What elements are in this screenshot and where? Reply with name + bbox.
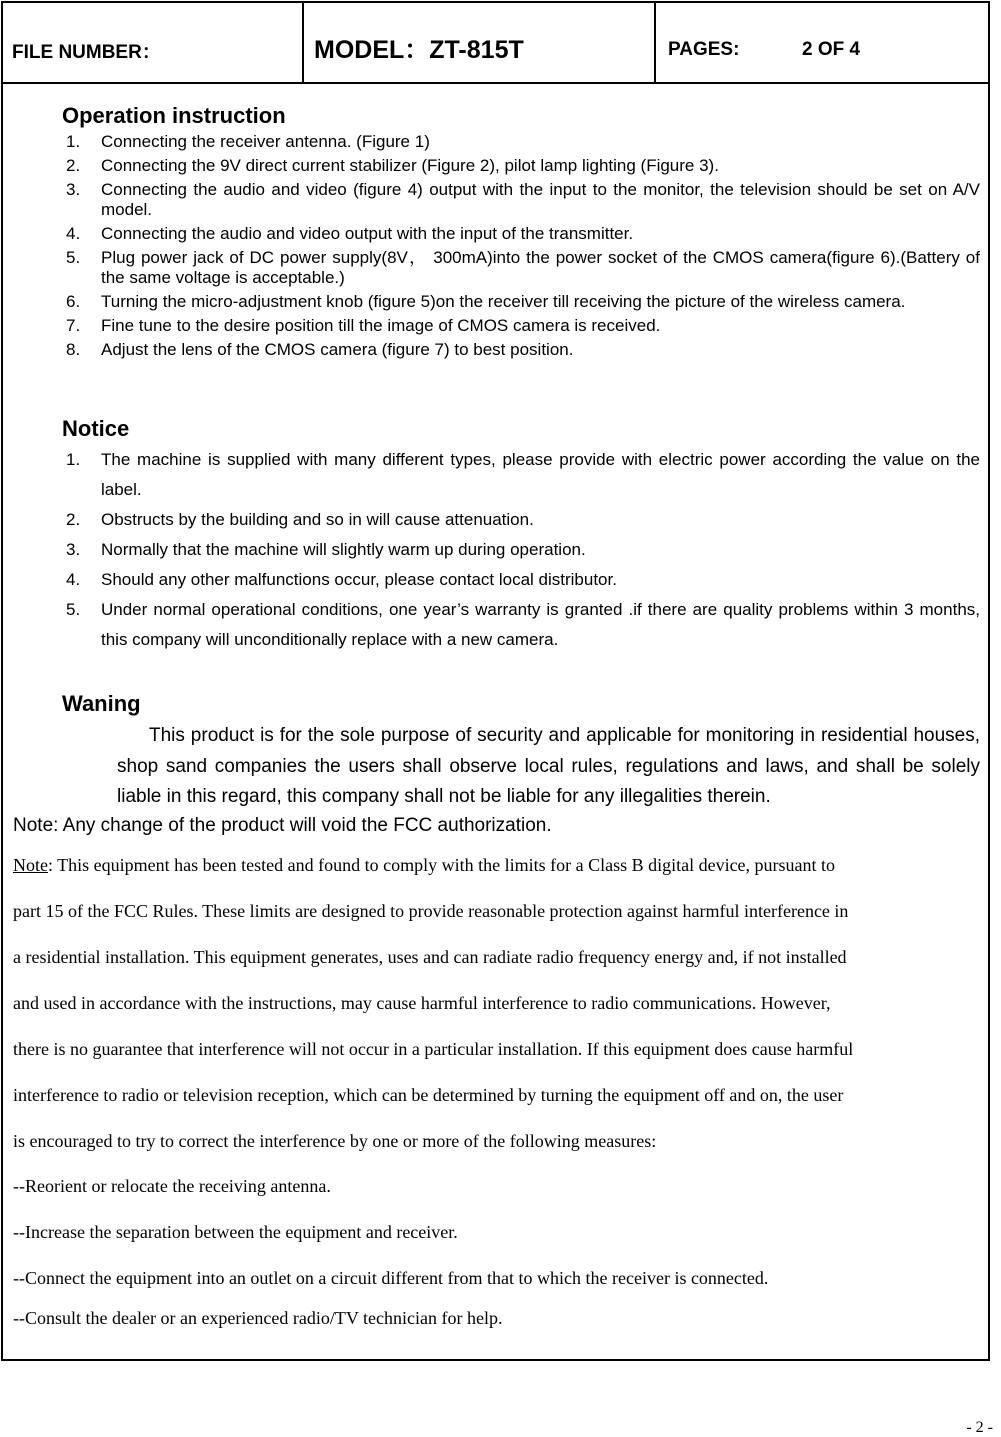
item-text: Fine tune to the desire position till the image of CMOS camera is received. bbox=[101, 316, 661, 335]
fcc-line: interference to radio or television reception, which can be determined by turning the equipment off and on, the user bbox=[13, 1085, 844, 1105]
list-item bbox=[3, 316, 988, 336]
item-text: Normally that the machine will slightly warm up during operation. bbox=[101, 540, 586, 559]
list-item bbox=[3, 340, 988, 360]
item-number: 5. bbox=[66, 248, 81, 267]
item-number: 8. bbox=[66, 340, 81, 359]
list-item bbox=[3, 565, 988, 595]
file-number-label: FILE NUMBER： bbox=[12, 42, 161, 63]
item-text: Turning the micro-adjustment knob (figure 5)on the receiver till receiving the picture of the wireless camera. bbox=[101, 292, 906, 311]
item-text: Connecting the 9V direct current stabilizer (Figure 2), pilot lamp lighting (Figure 3). bbox=[101, 156, 719, 175]
list-item bbox=[3, 156, 988, 176]
item-number: 3. bbox=[66, 540, 81, 559]
list-item bbox=[3, 505, 988, 535]
list-item bbox=[3, 445, 988, 505]
item-text: Connecting the audio and video output with the input of the transmitter. bbox=[101, 224, 634, 243]
item-text: Should any other malfunctions occur, please contact local distributor. bbox=[101, 570, 617, 589]
fcc-line: part 15 of the FCC Rules. These limits are designed to provide reasonable protection against harmful interference in bbox=[13, 901, 849, 921]
fcc-line: there is no guarantee that interference will not occur in a particular installation. If this equipment does cause harmful bbox=[13, 1039, 854, 1059]
notice-list bbox=[3, 445, 988, 655]
item-text: Plug power jack of DC power supply(8V， 300mA)into the power socket of the CMOS camera(figure 6).(Battery of the same voltage is acceptable.) bbox=[101, 248, 980, 287]
item-text: Connecting the audio and video (figure 4) output with the input to the monitor, the television should be set on A/V model. bbox=[101, 180, 980, 219]
item-number: 6. bbox=[66, 292, 81, 311]
item-number: 1. bbox=[66, 132, 81, 151]
item-number: 3. bbox=[66, 180, 81, 199]
list-item bbox=[3, 292, 988, 312]
item-text: Obstructs by the building and so in will cause attenuation. bbox=[101, 510, 534, 529]
fcc-statement bbox=[13, 849, 983, 1349]
waning-title: Waning bbox=[62, 691, 141, 716]
document-header bbox=[3, 3, 988, 84]
fcc-line: a residential installation. This equipment generates, uses and can radiate radio frequency energy and, if not installed bbox=[13, 947, 847, 967]
item-text: The machine is supplied with many different types, please provide with electric power according the value on the label. bbox=[101, 450, 980, 499]
fcc-measure: --Connect the equipment into an outlet on a circuit different from that to which the receiver is connected. bbox=[13, 1268, 769, 1288]
fcc-line bbox=[13, 849, 983, 895]
pages-cell bbox=[654, 3, 988, 82]
item-text: Under normal operational conditions, one year’s warranty is granted .if there are quality problems within 3 months, this company will unconditionally replace with a new camera. bbox=[101, 600, 980, 649]
note-label: Note bbox=[13, 855, 48, 875]
item-text: Connecting the receiver antenna. (Figure 1) bbox=[101, 132, 430, 151]
list-item bbox=[3, 595, 988, 655]
item-number: 5. bbox=[66, 600, 81, 619]
model-cell bbox=[302, 3, 654, 82]
item-number: 2. bbox=[66, 156, 81, 175]
list-item bbox=[3, 248, 988, 288]
item-number: 1. bbox=[66, 450, 81, 469]
item-number: 2. bbox=[66, 510, 81, 529]
item-number: 4. bbox=[66, 570, 81, 589]
notice-title: Notice bbox=[62, 416, 130, 441]
item-number: 7. bbox=[66, 316, 81, 335]
fcc-line: is encouraged to try to correct the interference by one or more of the following measures: bbox=[13, 1131, 657, 1151]
fcc-measure: --Consult the dealer or an experienced radio/TV technician for help. bbox=[13, 1308, 503, 1328]
list-item bbox=[3, 224, 988, 244]
file-number-cell bbox=[3, 3, 302, 82]
fcc-measure: --Increase the separation between the equipment and receiver. bbox=[13, 1222, 458, 1242]
list-item bbox=[3, 535, 988, 565]
model-label: MODEL：ZT-815T bbox=[314, 36, 524, 64]
page-number: - 2 - bbox=[966, 1419, 993, 1436]
operation-list bbox=[3, 132, 988, 364]
list-item bbox=[3, 180, 988, 220]
pages-value: 2 OF 4 bbox=[802, 39, 861, 60]
fcc-measures-list bbox=[13, 1171, 983, 1349]
fcc-measure: --Reorient or relocate the receiving antenna. bbox=[13, 1176, 331, 1196]
list-item bbox=[3, 132, 988, 152]
document-frame bbox=[1, 1, 990, 1361]
item-text: Adjust the lens of the CMOS camera (figure 7) to best position. bbox=[101, 340, 574, 359]
waning-text: This product is for the sole purpose of security and applicable for monitoring in residential houses, shop sand companies the users shall observe local rules, regulations and laws, and shall be solely liable in this regard, this company shall not be liable for any illegalities therein. bbox=[117, 725, 980, 807]
item-number: 4. bbox=[66, 224, 81, 243]
pages-label: PAGES: bbox=[668, 39, 740, 60]
fcc-authorization-note: Note: Any change of the product will void the FCC authorization. bbox=[13, 815, 552, 836]
fcc-line-text: : This equipment has been tested and found to comply with the limits for a Class B digital device, pursuant to bbox=[48, 855, 836, 875]
operation-title: Operation instruction bbox=[62, 103, 286, 128]
fcc-line: and used in accordance with the instructions, may cause harmful interference to radio communications. However, bbox=[13, 993, 831, 1013]
